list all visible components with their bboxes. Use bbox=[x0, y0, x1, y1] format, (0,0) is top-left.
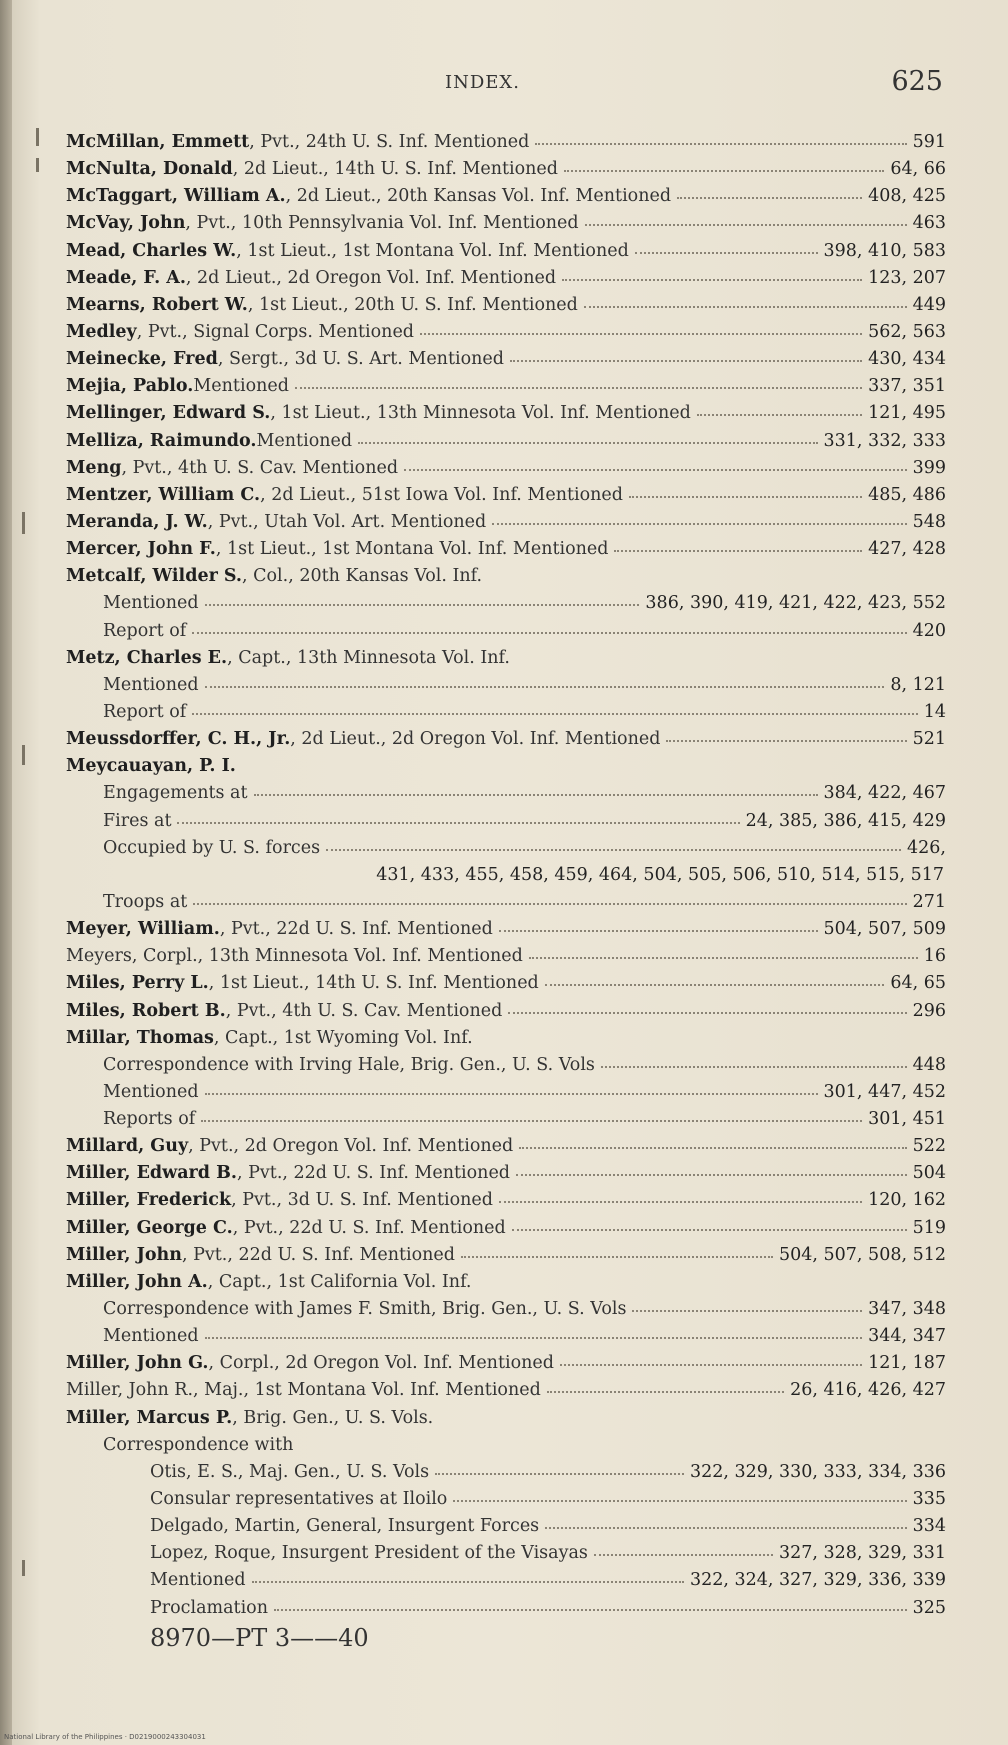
dot-leader bbox=[492, 510, 906, 525]
entry-description: , Capt., 13th Minnesota Vol. Inf. bbox=[227, 647, 510, 668]
entry-pages: 463 bbox=[912, 213, 946, 234]
entry-name: Metcalf, Wilder S. bbox=[66, 566, 242, 587]
entry-pages: 519 bbox=[912, 1217, 946, 1238]
index-entry bbox=[66, 241, 946, 268]
entry-name: Miller, Marcus P. bbox=[66, 1407, 233, 1428]
index-entry bbox=[66, 1299, 946, 1326]
dot-leader bbox=[512, 1216, 907, 1231]
dot-leader bbox=[516, 1161, 907, 1176]
index-entry bbox=[66, 1218, 946, 1245]
entry-pages: 431, 433, 455, 458, 459, 464, 504, 505, 506, 510, 514, 515, 517 bbox=[376, 864, 944, 885]
index-entry bbox=[66, 1570, 946, 1597]
entry-name: Metz, Charles E. bbox=[66, 647, 228, 668]
index-entry bbox=[66, 349, 946, 376]
entry-description: Correspondence with bbox=[103, 1434, 294, 1455]
index-entry bbox=[66, 431, 946, 458]
entry-pages: 347, 348 bbox=[868, 1299, 946, 1320]
dot-leader bbox=[666, 727, 906, 742]
entry-name: Miller, John A. bbox=[66, 1271, 208, 1292]
entry-pages: 322, 329, 330, 333, 334, 336 bbox=[689, 1461, 946, 1482]
dot-leader bbox=[510, 347, 862, 362]
entry-description: Mentioned bbox=[103, 593, 199, 614]
entry-description: Report of bbox=[103, 620, 187, 641]
entry-description: Occupied by U. S. forces bbox=[103, 837, 321, 858]
entry-pages: 121, 187 bbox=[868, 1353, 946, 1374]
entry-description: , Sergt., 3d U. S. Art. Mentioned bbox=[217, 349, 504, 370]
entry-name: Mearns, Robert W. bbox=[66, 294, 248, 315]
entry-pages: 121, 495 bbox=[868, 403, 946, 424]
entry-name: Melliza, Raimundo. bbox=[66, 430, 257, 451]
entry-description: Lopez, Roque, Insurgent President of the Visayas bbox=[150, 1543, 588, 1564]
entry-name: Meussdorffer, C. H., Jr. bbox=[66, 729, 291, 750]
entry-description: , Pvt., 22d U. S. Inf. Mentioned bbox=[181, 1244, 455, 1265]
dot-leader bbox=[420, 320, 862, 335]
index-entry bbox=[66, 892, 946, 919]
index-entry bbox=[66, 322, 946, 349]
entry-name: Meycauayan, P. I. bbox=[66, 756, 236, 777]
index-entry bbox=[66, 702, 946, 729]
entry-description: , Brig. Gen., U. S. Vols. bbox=[232, 1407, 434, 1428]
entry-pages: 426, bbox=[907, 837, 946, 858]
entry-pages: 399 bbox=[912, 457, 946, 478]
entry-name: Miller, John bbox=[66, 1244, 182, 1265]
entry-name: Medley bbox=[66, 321, 137, 342]
dot-leader bbox=[614, 537, 862, 552]
entry-name: Miller, Frederick bbox=[66, 1190, 232, 1211]
entry-description: Mentioned bbox=[256, 430, 353, 451]
index-entry bbox=[66, 729, 946, 756]
entry-description: , Pvt., Utah Vol. Art. Mentioned bbox=[207, 511, 487, 532]
index-entry bbox=[66, 783, 946, 810]
entry-pages: 449 bbox=[912, 294, 946, 315]
entry-description: , Pvt., 22d U. S. Inf. Mentioned bbox=[232, 1217, 506, 1238]
entry-pages: 335 bbox=[912, 1489, 946, 1510]
index-entry bbox=[66, 865, 946, 892]
entry-pages: 16 bbox=[923, 946, 946, 967]
margin-mark bbox=[22, 745, 25, 765]
index-entry bbox=[66, 458, 946, 485]
dot-leader bbox=[545, 971, 885, 986]
entry-description: , Pvt., 22d U. S. Inf. Mentioned bbox=[237, 1163, 511, 1184]
dot-leader bbox=[499, 1188, 862, 1203]
dot-leader bbox=[584, 293, 907, 308]
index-entry bbox=[66, 566, 946, 593]
index-entry bbox=[66, 1353, 946, 1380]
entry-pages: 14 bbox=[923, 701, 946, 722]
dot-leader bbox=[404, 456, 907, 471]
entry-pages: 591 bbox=[912, 132, 946, 152]
index-entry bbox=[66, 919, 946, 946]
entry-description: Correspondence with James F. Smith, Brig. Gen., U. S. Vols bbox=[103, 1299, 627, 1320]
index-entry bbox=[66, 621, 946, 648]
index-entry bbox=[66, 1516, 946, 1543]
dot-leader bbox=[252, 1568, 684, 1583]
index-entry bbox=[66, 973, 946, 1000]
index-entry bbox=[66, 1136, 946, 1163]
entry-name: Miller, Edward B. bbox=[66, 1163, 237, 1184]
entry-name: Mellinger, Edward S. bbox=[66, 403, 271, 424]
entry-name: Meade, F. A. bbox=[66, 267, 186, 288]
index-entry bbox=[66, 1435, 946, 1462]
dot-leader bbox=[205, 1080, 818, 1095]
index-entry bbox=[66, 1380, 946, 1407]
dot-leader bbox=[585, 211, 907, 226]
margin-mark bbox=[36, 158, 39, 172]
index-entry bbox=[66, 1245, 946, 1272]
entry-name: Miles, Robert B. bbox=[66, 1000, 226, 1021]
entry-description: Delgado, Martin, General, Insurgent Forces bbox=[150, 1516, 540, 1537]
entry-name: McTaggart, William A. bbox=[66, 186, 286, 207]
index-entry bbox=[66, 186, 946, 213]
entry-description: , Col., 20th Kansas Vol. Inf. bbox=[242, 566, 483, 587]
entry-pages: 337, 351 bbox=[868, 376, 946, 397]
index-entry bbox=[66, 1082, 946, 1109]
entry-pages: 271 bbox=[912, 891, 946, 912]
entry-pages: 26, 416, 426, 427 bbox=[790, 1380, 946, 1401]
entry-pages: 344, 347 bbox=[868, 1326, 946, 1347]
dot-leader bbox=[519, 1134, 906, 1149]
dot-leader bbox=[192, 619, 906, 634]
dot-leader bbox=[254, 781, 818, 796]
entry-description: , Pvt., 2d Oregon Vol. Inf. Mentioned bbox=[188, 1136, 514, 1157]
index-entry bbox=[66, 539, 946, 566]
dot-leader bbox=[632, 1297, 862, 1312]
dot-leader bbox=[193, 890, 906, 905]
entry-pages: 448 bbox=[912, 1054, 946, 1075]
entry-description: Mentioned bbox=[193, 376, 289, 397]
entry-pages: 386, 390, 419, 421, 422, 423, 552 bbox=[645, 593, 946, 614]
entry-name: Miller, George C. bbox=[66, 1217, 233, 1238]
entry-description: , 2d Lieut., 14th U. S. Inf. Mentioned bbox=[232, 159, 558, 180]
entry-name: Meng bbox=[66, 457, 122, 478]
entry-pages: 64, 65 bbox=[890, 973, 946, 994]
entry-description: Engagements at bbox=[103, 783, 248, 804]
index-entry bbox=[66, 1272, 946, 1299]
entry-name: Meyer, William. bbox=[66, 919, 220, 940]
entry-pages: 384, 422, 467 bbox=[823, 783, 946, 804]
book-spine-shadow bbox=[0, 0, 12, 1745]
dot-leader bbox=[547, 1378, 784, 1393]
index-entry bbox=[66, 1326, 946, 1353]
entry-pages: 296 bbox=[912, 1000, 946, 1021]
entry-name: Mercer, John F. bbox=[66, 539, 216, 560]
entry-description: , 1st Lieut., 1st Montana Vol. Inf. Mentioned bbox=[215, 539, 609, 560]
index-entry bbox=[66, 946, 946, 973]
margin-mark bbox=[36, 128, 39, 146]
index-entries bbox=[66, 132, 946, 1625]
dot-leader bbox=[545, 1514, 906, 1529]
entry-name: Miles, Perry L. bbox=[66, 973, 209, 994]
index-entry bbox=[66, 1163, 946, 1190]
entry-description: Proclamation bbox=[150, 1597, 268, 1618]
entry-name: McNulta, Donald bbox=[66, 159, 233, 180]
entry-description: , Pvt., Signal Corps. Mentioned bbox=[136, 321, 415, 342]
entry-pages: 427, 428 bbox=[868, 539, 946, 560]
entry-pages: 430, 434 bbox=[868, 349, 946, 370]
entry-name: Mead, Charles W. bbox=[66, 240, 237, 261]
index-entry bbox=[66, 1543, 946, 1570]
entry-description: Otis, E. S., Maj. Gen., U. S. Vols bbox=[150, 1461, 430, 1482]
index-entry bbox=[66, 213, 946, 240]
entry-description: Troops at bbox=[103, 891, 188, 912]
entry-pages: 398, 410, 583 bbox=[823, 240, 946, 261]
entry-pages: 24, 385, 386, 415, 429 bbox=[745, 810, 946, 831]
entry-description: Report of bbox=[103, 701, 187, 722]
dot-leader bbox=[562, 266, 862, 281]
entry-name: Mejia, Pablo. bbox=[66, 376, 194, 397]
entry-pages: 504 bbox=[912, 1163, 946, 1184]
entry-pages: 301, 447, 452 bbox=[823, 1081, 946, 1102]
entry-description: , 1st Lieut., 14th U. S. Inf. Mentioned bbox=[208, 973, 539, 994]
entry-name: Millard, Guy bbox=[66, 1136, 189, 1157]
index-entry bbox=[66, 512, 946, 539]
index-entry bbox=[66, 838, 946, 865]
dot-leader bbox=[529, 944, 918, 959]
scan-imprint: National Library of the Philippines · D0219000243304031 bbox=[4, 1733, 206, 1741]
entry-pages: 521 bbox=[912, 729, 946, 750]
index-entry bbox=[66, 756, 946, 783]
index-entry bbox=[66, 132, 946, 159]
dot-leader bbox=[192, 700, 917, 715]
dot-leader bbox=[358, 429, 817, 444]
index-entry bbox=[66, 593, 946, 620]
index-entry bbox=[66, 1598, 946, 1625]
index-entry bbox=[66, 159, 946, 186]
index-entry bbox=[66, 1462, 946, 1489]
entry-pages: 562, 563 bbox=[868, 321, 946, 342]
index-entry bbox=[66, 1408, 946, 1435]
entry-description: , 2d Lieut., 20th Kansas Vol. Inf. Mentioned bbox=[285, 186, 672, 207]
entry-description: Reports of bbox=[103, 1109, 196, 1130]
index-entry bbox=[66, 675, 946, 702]
index-entry bbox=[66, 403, 946, 430]
entry-description: , 2d Lieut., 51st Iowa Vol. Inf. Mentioned bbox=[260, 484, 623, 505]
dot-leader bbox=[177, 809, 739, 824]
dot-leader bbox=[635, 239, 818, 254]
entry-description: Miller, John R., Maj., 1st Montana Vol. Inf. Mentioned bbox=[66, 1380, 541, 1401]
dot-leader bbox=[326, 836, 901, 851]
entry-name: McVay, John bbox=[66, 213, 186, 234]
dot-leader bbox=[205, 591, 640, 606]
entry-name: Meinecke, Fred bbox=[66, 349, 218, 370]
entry-description: , Pvt., 22d U. S. Inf. Mentioned bbox=[219, 919, 493, 940]
dot-leader bbox=[677, 184, 862, 199]
page-header bbox=[0, 64, 1008, 104]
index-entry bbox=[66, 268, 946, 295]
entry-pages: 325 bbox=[912, 1597, 946, 1618]
index-entry bbox=[66, 1001, 946, 1028]
dot-leader bbox=[453, 1487, 906, 1502]
dot-leader bbox=[295, 374, 862, 389]
dot-leader bbox=[499, 917, 818, 932]
dot-leader bbox=[629, 483, 862, 498]
index-entry bbox=[66, 376, 946, 403]
entry-pages: 420 bbox=[912, 620, 946, 641]
index-entry bbox=[66, 295, 946, 322]
entry-description: , 2d Lieut., 2d Oregon Vol. Inf. Mentioned bbox=[185, 267, 557, 288]
index-entry bbox=[66, 1489, 946, 1516]
entry-pages: 548 bbox=[912, 511, 946, 532]
dot-leader bbox=[535, 130, 906, 145]
entry-pages: 123, 207 bbox=[868, 267, 946, 288]
dot-leader bbox=[461, 1243, 773, 1258]
entry-pages: 120, 162 bbox=[868, 1190, 946, 1211]
entry-name: Miller, John G. bbox=[66, 1353, 209, 1374]
entry-pages: 327, 328, 329, 331 bbox=[779, 1543, 946, 1564]
margin-mark bbox=[22, 512, 25, 534]
signature-mark: 8970—PT 3——40 bbox=[150, 1624, 369, 1652]
entry-pages: 64, 66 bbox=[890, 159, 946, 180]
entry-description: , Pvt., 10th Pennsylvania Vol. Inf. Mentioned bbox=[185, 213, 579, 234]
entry-description: Mentioned bbox=[103, 674, 199, 695]
dot-leader bbox=[508, 999, 906, 1014]
dot-leader bbox=[560, 1351, 862, 1366]
index-entry bbox=[66, 1109, 946, 1136]
entry-description: Consular representatives at Iloilo bbox=[150, 1489, 448, 1510]
index-entry bbox=[66, 811, 946, 838]
entry-name: Meranda, J. W. bbox=[66, 511, 208, 532]
entry-pages: 504, 507, 508, 512 bbox=[779, 1244, 946, 1265]
index-entry bbox=[66, 1028, 946, 1055]
entry-pages: 504, 507, 509 bbox=[823, 919, 946, 940]
entry-pages: 334 bbox=[912, 1516, 946, 1537]
entry-description: , Pvt., 4th U. S. Cav. Mentioned bbox=[225, 1000, 503, 1021]
entry-pages: 8, 121 bbox=[890, 674, 946, 695]
dot-leader bbox=[594, 1541, 773, 1556]
entry-name: McMillan, Emmett bbox=[66, 132, 250, 152]
entry-pages: 408, 425 bbox=[868, 186, 946, 207]
entry-description: , Capt., 1st Wyoming Vol. Inf. bbox=[213, 1027, 473, 1048]
entry-description: , 2d Lieut., 2d Oregon Vol. Inf. Mentioned bbox=[290, 729, 661, 750]
entry-description: Mentioned bbox=[150, 1570, 246, 1591]
entry-description: , 1st Lieut., 20th U. S. Inf. Mentioned bbox=[247, 294, 578, 315]
entry-pages: 331, 332, 333 bbox=[823, 430, 946, 451]
entry-description: , Pvt., 24th U. S. Inf. Mentioned bbox=[249, 132, 530, 152]
index-entry bbox=[66, 485, 946, 512]
dot-leader bbox=[274, 1596, 907, 1611]
index-entry bbox=[66, 1190, 946, 1217]
dot-leader bbox=[435, 1460, 684, 1475]
dot-leader bbox=[601, 1053, 907, 1068]
running-title: INDEX. bbox=[445, 72, 520, 93]
dot-leader bbox=[205, 1324, 863, 1339]
entry-description: , Pvt., 4th U. S. Cav. Mentioned bbox=[121, 457, 399, 478]
entry-description: , Capt., 1st California Vol. Inf. bbox=[207, 1271, 472, 1292]
entry-description: Mentioned bbox=[103, 1081, 199, 1102]
index-entry bbox=[66, 648, 946, 675]
margin-mark bbox=[22, 1560, 25, 1576]
entry-description: , Corpl., 2d Oregon Vol. Inf. Mentioned bbox=[208, 1353, 554, 1374]
entry-description: Meyers, Corpl., 13th Minnesota Vol. Inf. Mentioned bbox=[66, 946, 523, 967]
dot-leader bbox=[697, 401, 862, 416]
entry-pages: 522 bbox=[912, 1136, 946, 1157]
dot-leader bbox=[564, 157, 884, 172]
entry-description: Fires at bbox=[103, 810, 172, 831]
entry-pages: 322, 324, 327, 329, 336, 339 bbox=[689, 1570, 946, 1591]
entry-pages: 301, 451 bbox=[868, 1109, 946, 1130]
entry-description: , 1st Lieut., 1st Montana Vol. Inf. Mentioned bbox=[236, 240, 629, 261]
entry-name: Mentzer, William C. bbox=[66, 484, 261, 505]
entry-description: Mentioned bbox=[103, 1326, 199, 1347]
entry-name: Millar, Thomas bbox=[66, 1027, 214, 1048]
entry-pages: 485, 486 bbox=[868, 484, 946, 505]
entry-description: , Pvt., 3d U. S. Inf. Mentioned bbox=[231, 1190, 493, 1211]
dot-leader bbox=[205, 673, 885, 688]
page-number: 625 bbox=[891, 66, 943, 97]
entry-description: , 1st Lieut., 13th Minnesota Vol. Inf. Mentioned bbox=[270, 403, 691, 424]
index-entry bbox=[66, 1055, 946, 1082]
dot-leader bbox=[201, 1107, 862, 1122]
entry-description: Correspondence with Irving Hale, Brig. Gen., U. S. Vols bbox=[103, 1054, 595, 1075]
